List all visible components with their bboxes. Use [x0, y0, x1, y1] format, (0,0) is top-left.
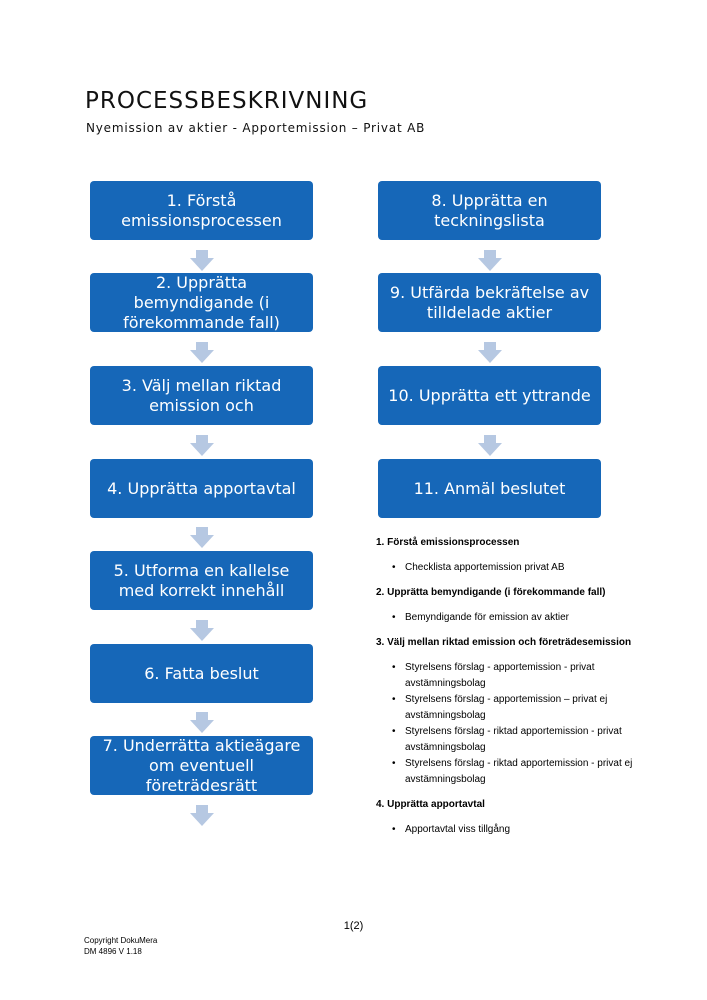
document-title: PROCESSBESKRIVNING	[85, 88, 369, 114]
document-link[interactable]: • Styrelsens förslag - apportemission - privat avstämningsbolag	[405, 660, 638, 692]
note-heading: 1. Förstå emissionsprocessen	[376, 537, 520, 548]
note-list	[376, 560, 638, 576]
down-arrow-icon	[190, 443, 214, 456]
document-link[interactable]: • Styrelsens förslag - riktad apportemission - privat ej avstämningsbolag	[405, 756, 638, 788]
note-heading: 3. Välj mellan riktad emission och företrädesemission	[376, 637, 632, 648]
note-list	[376, 822, 638, 838]
note-heading: 2. Upprätta bemyndigande (i förekommande fall)	[376, 587, 606, 598]
down-arrow-icon	[478, 350, 502, 363]
footer	[84, 935, 157, 957]
document-link[interactable]: • Apportavtal viss tillgång	[405, 822, 638, 838]
process-step-10: 10. Upprätta ett yttrande	[378, 366, 601, 425]
process-step-7: 7. Underrätta aktieägare om eventuell företrädesrätt	[90, 736, 313, 795]
process-step-4: 4. Upprätta apportavtal	[90, 459, 313, 518]
process-step-2: 2. Upprätta bemyndigande (i förekommande fall)	[90, 273, 313, 332]
down-arrow-icon	[190, 535, 214, 548]
document-id: DM 4896 V 1.18	[84, 947, 142, 956]
step-notes	[376, 535, 638, 847]
down-arrow-icon	[478, 258, 502, 271]
note-heading: 4. Upprätta apportavtal	[376, 799, 485, 810]
process-step-5: 5. Utforma en kallelse med korrekt innehåll	[90, 551, 313, 610]
down-arrow-icon	[190, 720, 214, 733]
document-link[interactable]: • Bemyndigande för emission av aktier	[405, 610, 638, 626]
document-link[interactable]: • Styrelsens förslag - apportemission – privat ej avstämningsbolag	[405, 692, 638, 724]
process-step-11: 11. Anmäl beslutet	[378, 459, 601, 518]
document-subtitle: Nyemission av aktier - Apportemission – Privat AB	[86, 121, 426, 135]
process-step-8: 8. Upprätta en teckningslista	[378, 181, 601, 240]
page-number: 1(2)	[343, 920, 364, 932]
document-link[interactable]: • Checklista apportemission privat AB	[405, 560, 638, 576]
down-arrow-icon	[190, 628, 214, 641]
process-step-3: 3. Välj mellan riktad emission och	[90, 366, 313, 425]
down-arrow-icon	[478, 443, 502, 456]
note-list	[376, 660, 638, 788]
process-step-1: 1. Förstå emissionsprocessen	[90, 181, 313, 240]
document-link[interactable]: • Styrelsens förslag - riktad apportemission - privat avstämningsbolag	[405, 724, 638, 756]
copyright-text: Copyright DokuMera	[84, 936, 158, 945]
down-arrow-icon	[190, 258, 214, 271]
process-step-6: 6. Fatta beslut	[90, 644, 313, 703]
note-list	[376, 610, 638, 626]
process-step-9: 9. Utfärda bekräftelse av tilldelade aktier	[378, 273, 601, 332]
down-arrow-icon	[190, 350, 214, 363]
down-arrow-icon	[190, 813, 214, 826]
